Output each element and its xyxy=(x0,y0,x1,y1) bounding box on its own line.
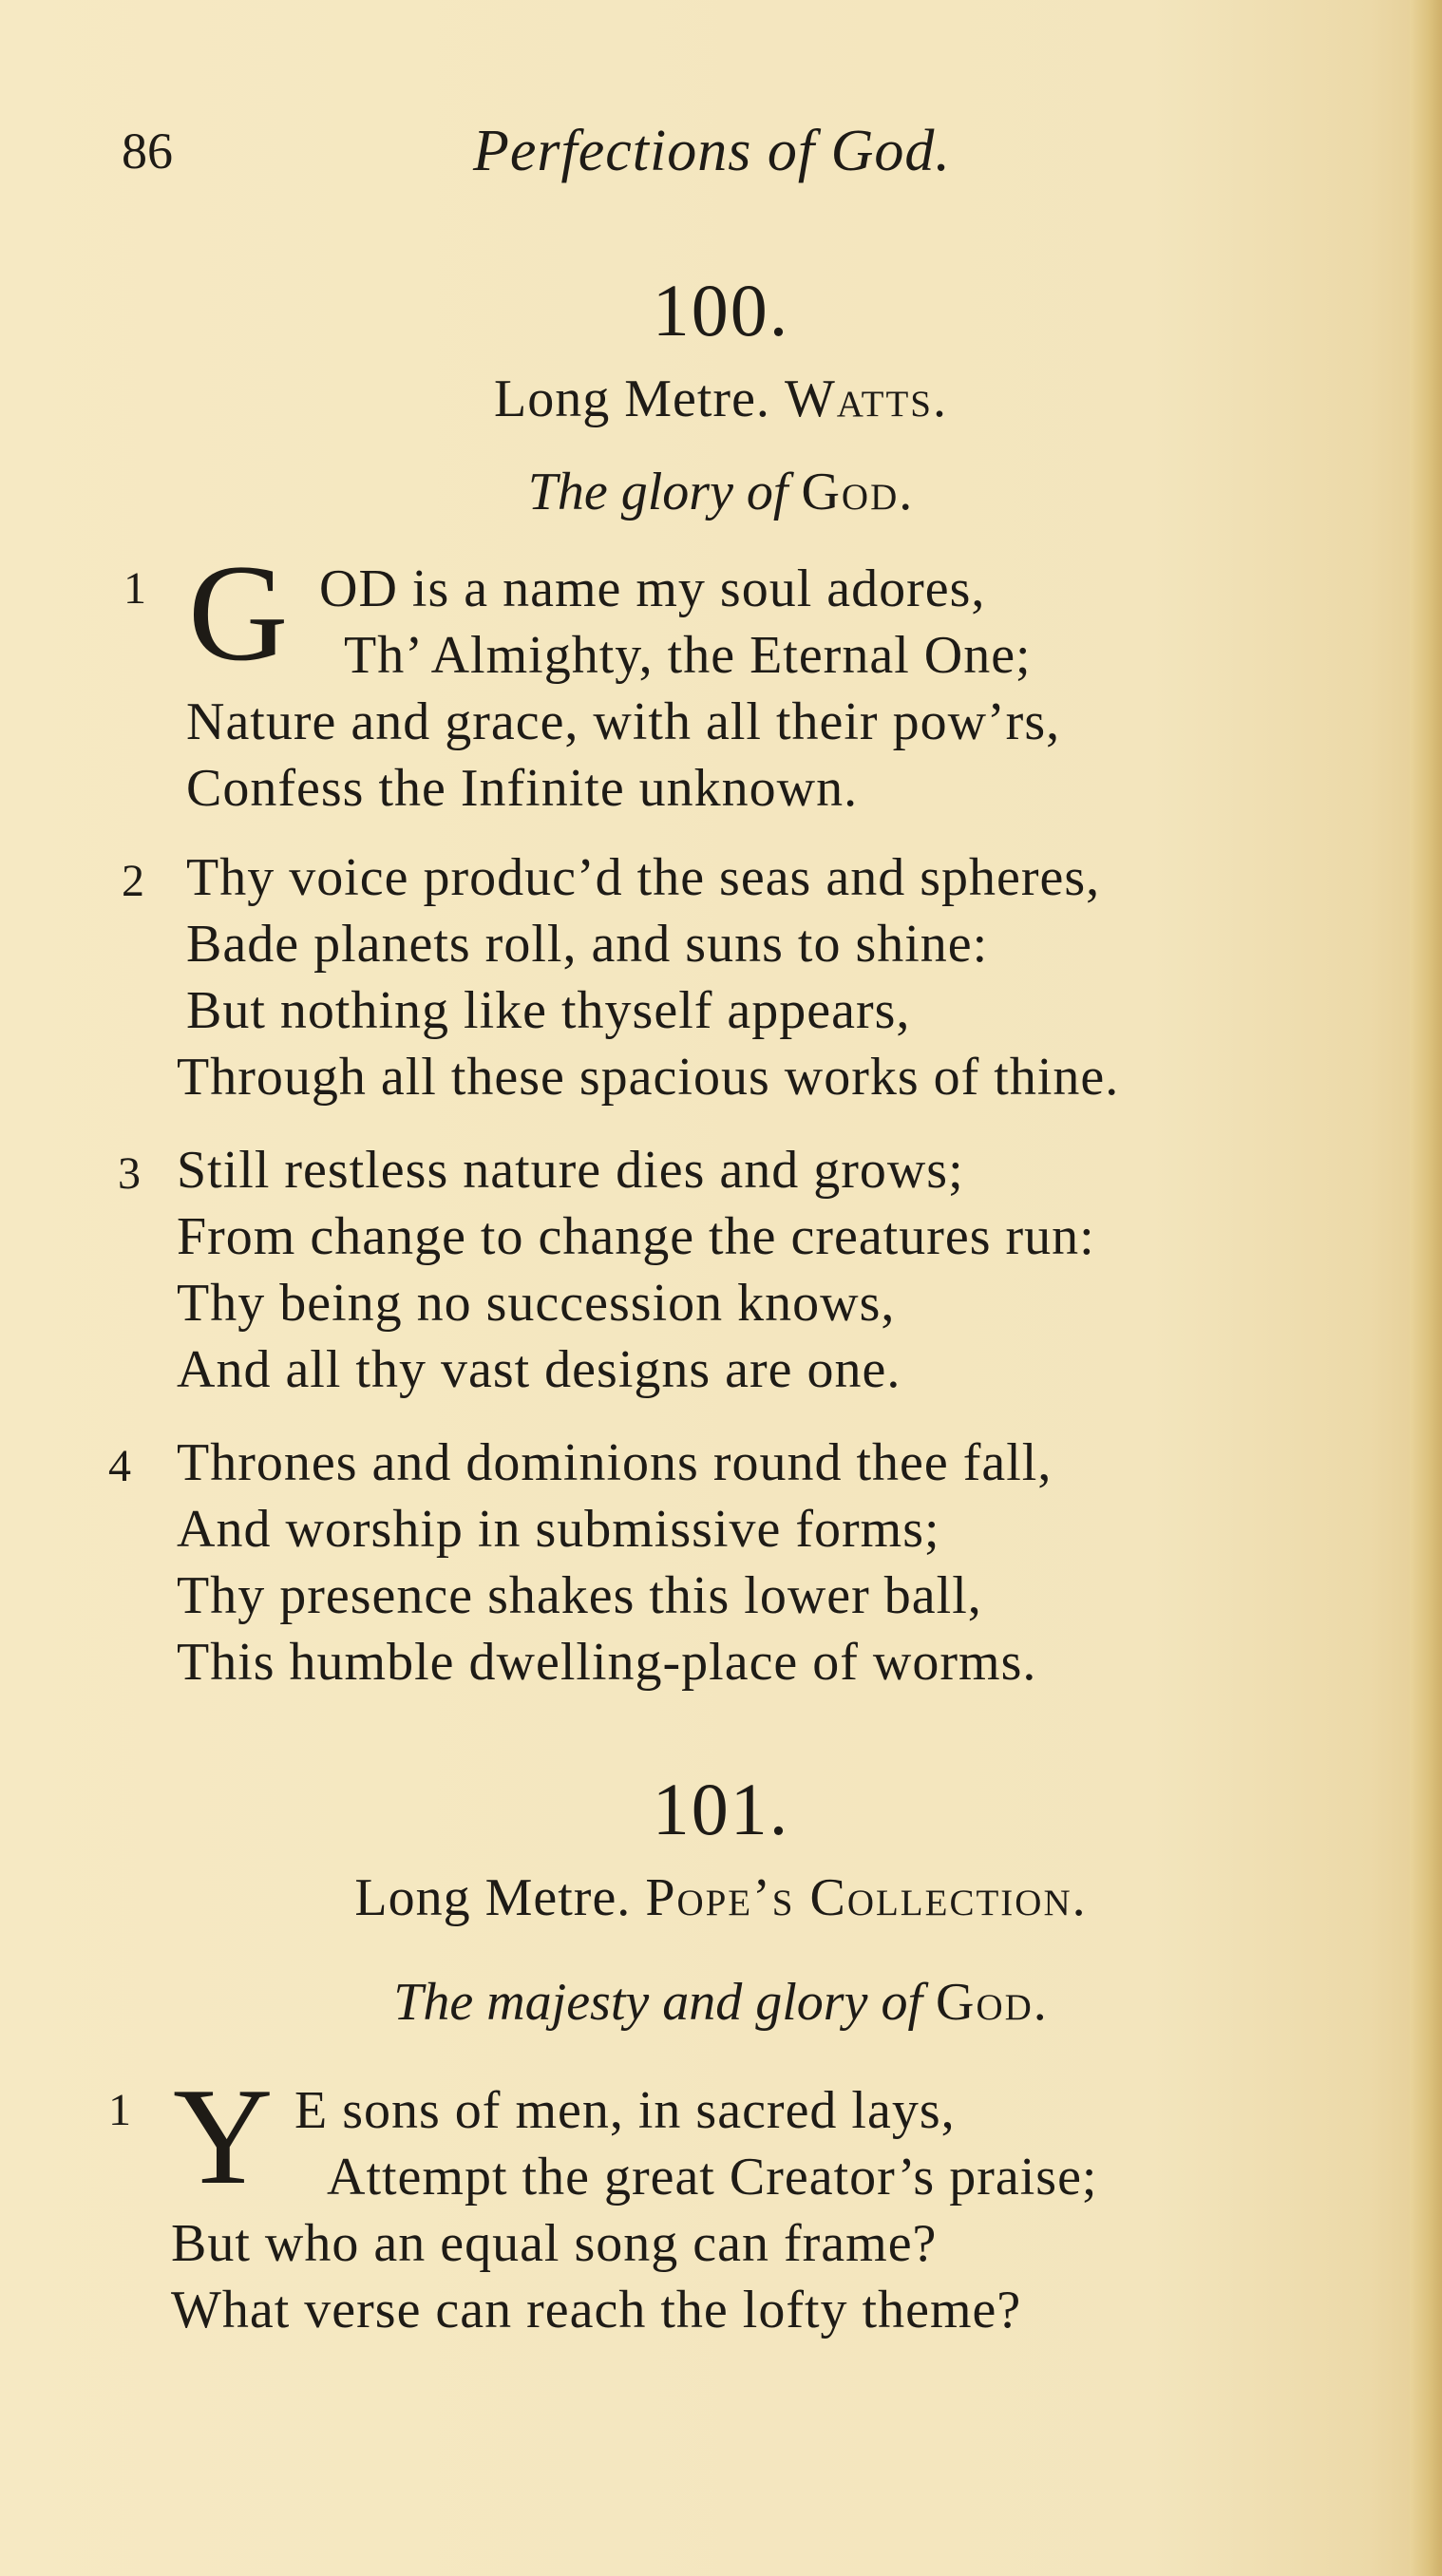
verse-line: And all thy vast designs are one. xyxy=(177,1340,901,1399)
running-title: Perfections of God. xyxy=(473,119,951,183)
verse-line: Thy presence shakes this lower ball, xyxy=(177,1566,982,1625)
verse-line: But who an equal song can frame? xyxy=(171,2214,938,2273)
verse-line: Thy being no succession knows, xyxy=(177,1274,896,1333)
verse-line: And worship in submissive forms; xyxy=(177,1500,940,1559)
verse-line: Still restless nature dies and grows; xyxy=(177,1141,964,1200)
page-header xyxy=(122,119,1357,198)
verse-line: Th’ Almighty, the Eternal One; xyxy=(344,626,1032,685)
stanza-number: 3 xyxy=(118,1148,141,1199)
stanza-number: 1 xyxy=(123,563,146,614)
verse-line: From change to change the creatures run: xyxy=(177,1207,1095,1266)
stanza-number: 2 xyxy=(122,856,144,906)
verse-line: Through all these spacious works of thine. xyxy=(177,1048,1120,1107)
verse-line: Confess the Infinite unknown. xyxy=(186,759,859,818)
meter-label: Long Metre. xyxy=(494,369,770,428)
drop-cap: G xyxy=(188,536,289,690)
subject-name: God. xyxy=(801,463,915,521)
subject-text: The glory of xyxy=(527,463,788,521)
hymn-number: 101. xyxy=(652,1768,790,1850)
verse-line: Thrones and dominions round thee fall, xyxy=(177,1433,1053,1492)
verse-line: But nothing like thyself appears, xyxy=(186,981,911,1040)
hymn-meter xyxy=(0,369,1442,429)
hymn-number: 100. xyxy=(652,269,790,351)
stanza-number: 4 xyxy=(108,1441,131,1491)
drop-cap: Y xyxy=(173,2059,274,2213)
verse-line: What verse can reach the lofty theme? xyxy=(171,2281,1022,2339)
subject-text: The majesty and glory of xyxy=(393,1973,923,2032)
subject-name: God. xyxy=(936,1973,1049,2032)
hymn-author: Watts. xyxy=(784,369,948,428)
meter-label: Long Metre. xyxy=(354,1868,632,1927)
stanza-number: 1 xyxy=(108,2085,131,2135)
verse-line: E sons of men, in sacred lays, xyxy=(294,2081,956,2140)
verse-line: Nature and grace, with all their pow’rs, xyxy=(186,692,1061,751)
verse-line: OD is a name my soul adores, xyxy=(319,559,986,618)
page-number: 86 xyxy=(122,123,173,180)
verse-line: Attempt the great Creator’s praise; xyxy=(327,2148,1098,2207)
verse-line: Bade planets roll, and suns to shine: xyxy=(186,915,989,974)
verse-line: This humble dwelling-place of worms. xyxy=(177,1633,1037,1692)
hymn-subject xyxy=(0,1972,1442,2033)
verse-line: Thy voice produc’d the seas and spheres, xyxy=(186,848,1101,907)
hymn-subject xyxy=(0,462,1442,522)
hymn-author: Pope’s Collection. xyxy=(645,1868,1088,1927)
hymn-meter xyxy=(0,1867,1442,1928)
